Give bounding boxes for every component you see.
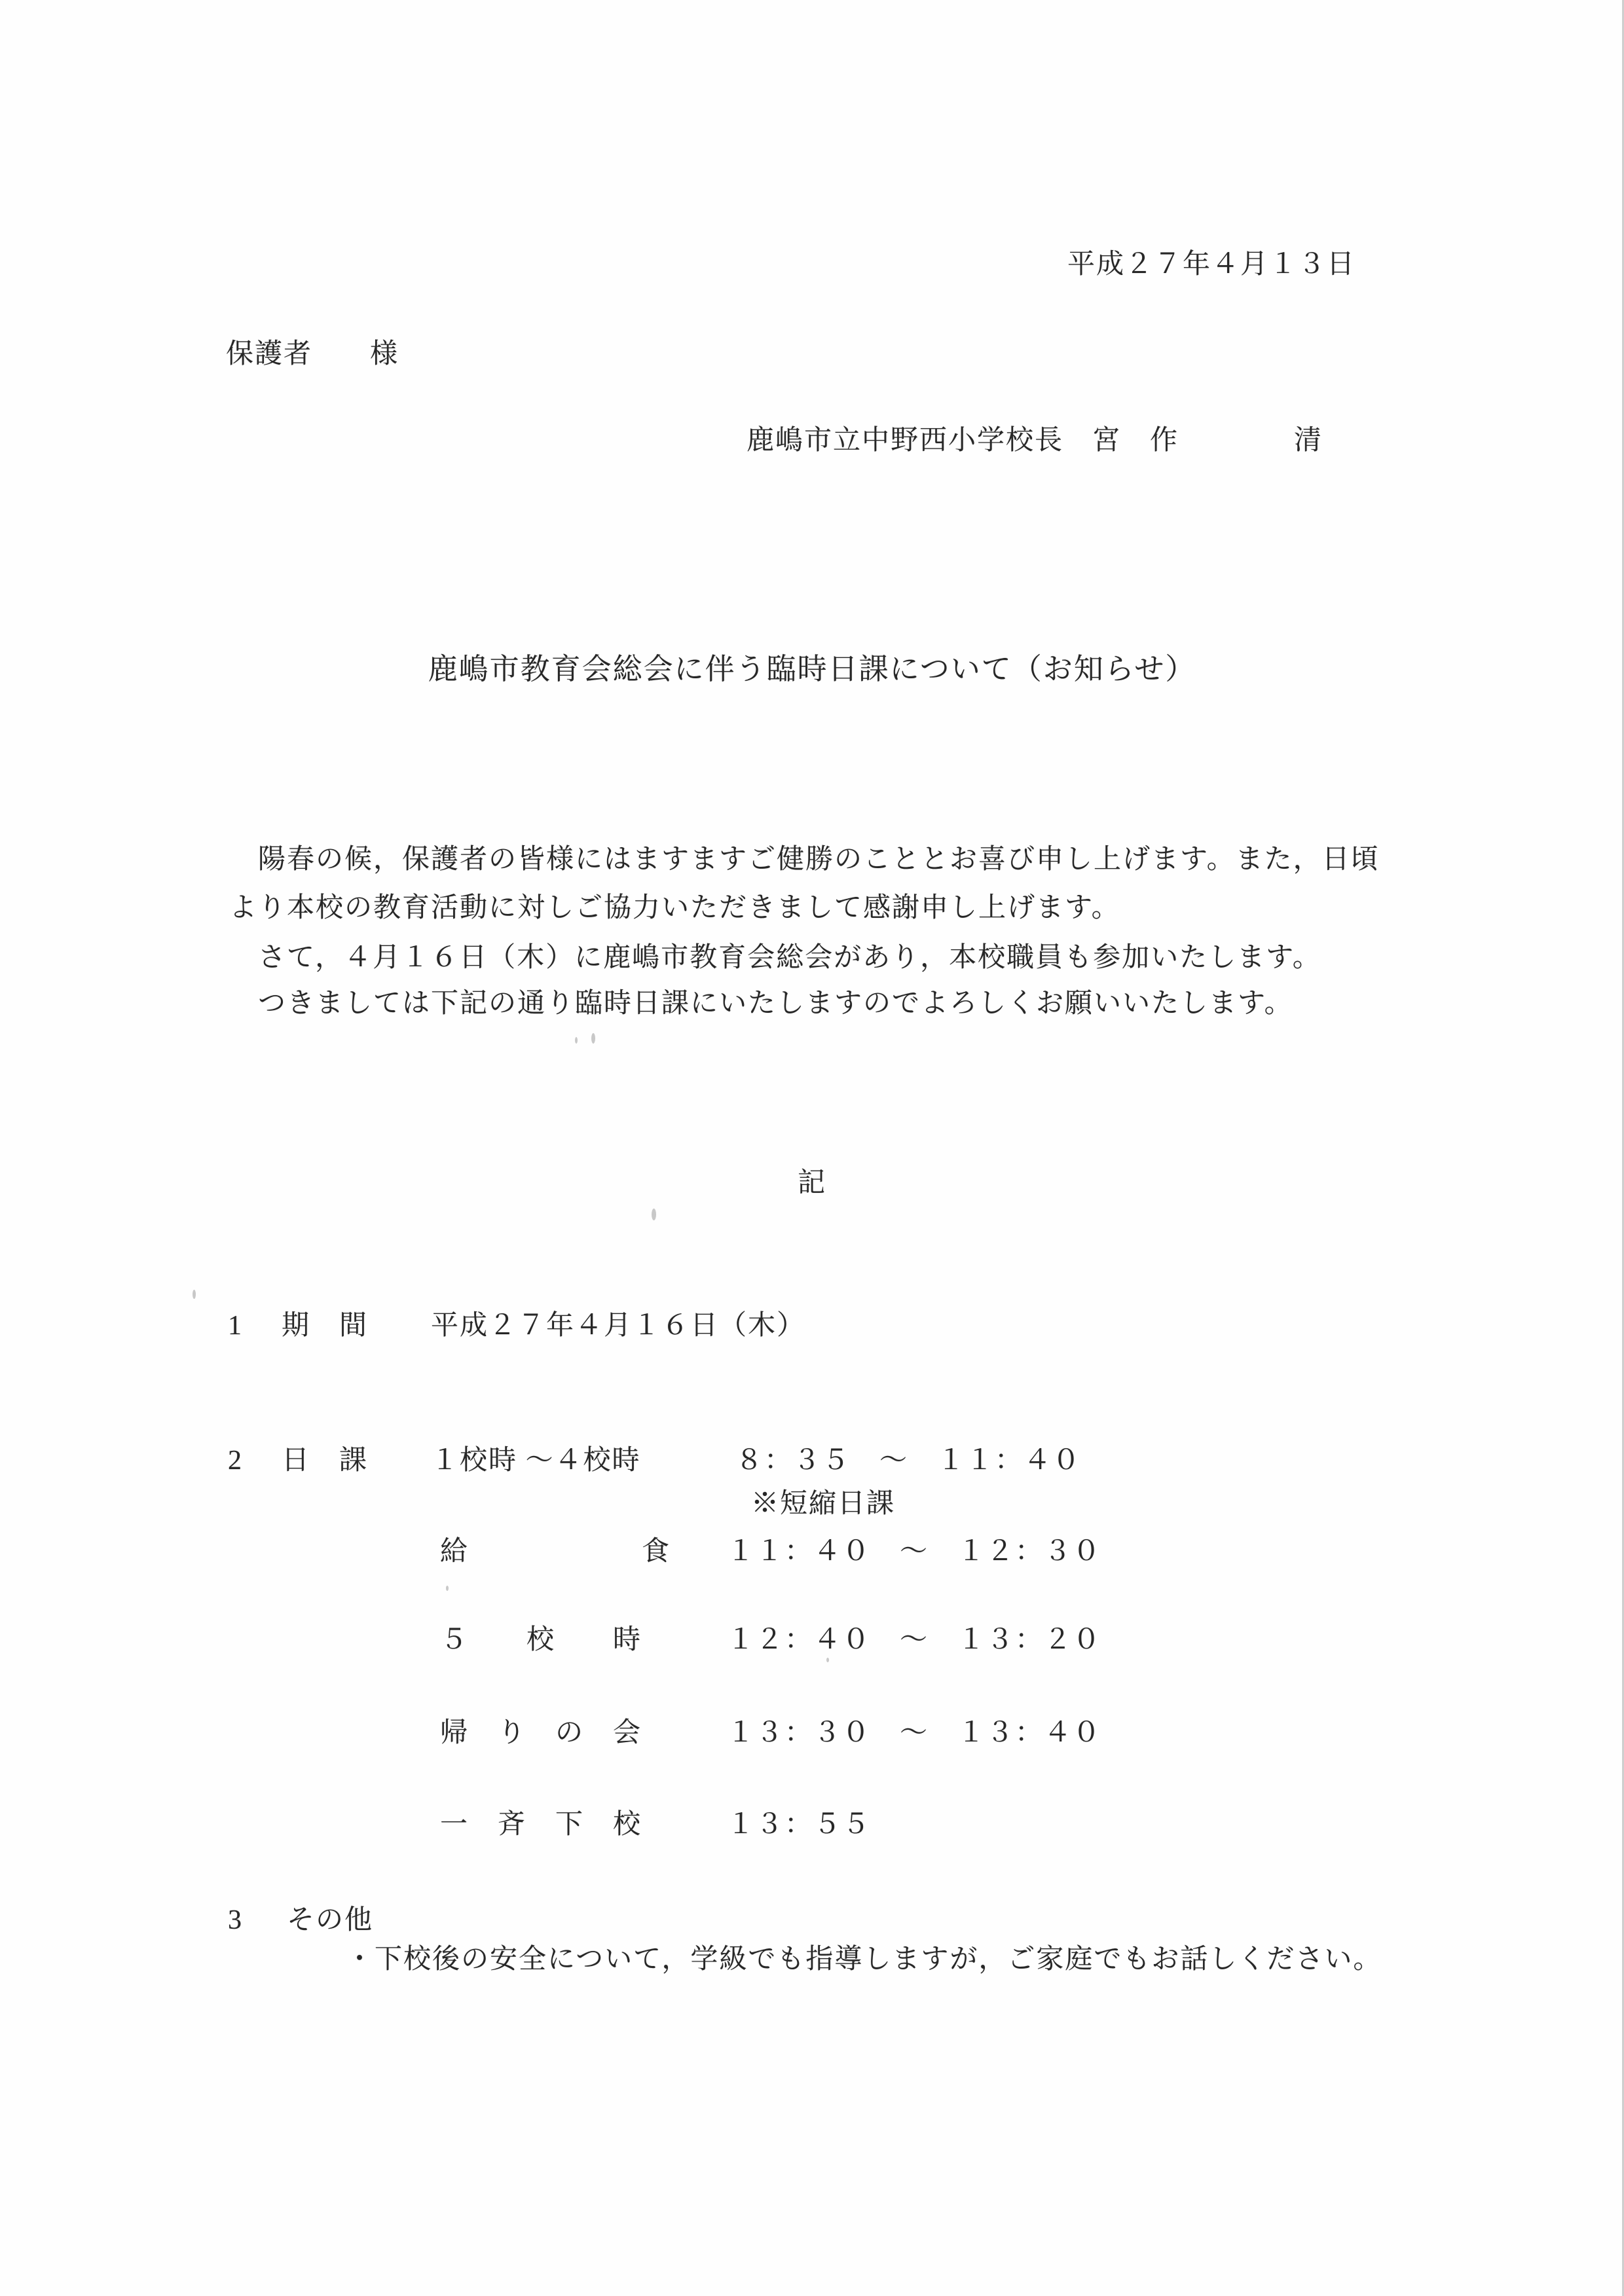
- body-line-4: つきましては下記の通り臨時日課にいたしますのでよろしくお願いいたします。: [229, 989, 1293, 1019]
- sender-line: 鹿嶋市立中野西小学校長 宮 作 清: [747, 426, 1323, 456]
- schedule-dismissal-time: １３：５５: [727, 1810, 872, 1840]
- schedule-period5-time: １２：４０ ～ １３：２０: [727, 1625, 1102, 1655]
- schedule-periods-1-4-time: ８：３５ ～ １１：４０: [735, 1446, 1082, 1476]
- section-other-label: その他: [287, 1905, 374, 1935]
- scan-speck: [575, 1037, 578, 1044]
- scan-speck: [652, 1209, 656, 1220]
- section-schedule-header-row: [0, 1447, 1624, 1477]
- schedule-period5-label: ５ 校 時: [440, 1625, 642, 1655]
- schedule-periods-1-4-label: １校時 ～４校時: [431, 1446, 641, 1476]
- scan-speck: [193, 1290, 196, 1299]
- schedule-lunch-label: 給 食: [440, 1537, 671, 1567]
- section-schedule-label: 日 課: [282, 1446, 369, 1476]
- body-line-1: 陽春の候，保護者の皆様にはますますご健勝のこととお喜び申し上げます。また，日頃: [229, 845, 1380, 875]
- scan-speck: [446, 1586, 449, 1591]
- section-period-number: 1: [228, 1311, 243, 1341]
- section-schedule-number: 2: [228, 1446, 243, 1476]
- section-period-label: 期 間: [282, 1311, 369, 1341]
- schedule-homeroom-time: １３：３０ ～ １３：４０: [727, 1718, 1102, 1748]
- issue-date: 平成２７年４月１３日: [1067, 249, 1356, 280]
- scan-speck: [591, 1033, 595, 1044]
- schedule-period5-row: [0, 1626, 1624, 1656]
- schedule-homeroom-row: [0, 1719, 1624, 1749]
- body-line-2: より本校の教育活動に対しご協力いただきまして感謝申し上げます。: [229, 893, 1120, 923]
- schedule-homeroom-label: 帰 り の 会: [440, 1718, 642, 1748]
- schedule-note-row: [0, 1490, 1624, 1520]
- section-period-value: 平成２７年４月１６日（木）: [431, 1311, 806, 1341]
- schedule-dismissal-row: [0, 1811, 1624, 1841]
- document-title: 鹿嶋市教育会総会に伴う臨時日課について（お知らせ）: [428, 653, 1196, 685]
- schedule-lunch-time: １１：４０ ～ １２：３０: [727, 1537, 1102, 1567]
- section-other-bullet: ・下校後の安全について，学級でも指導しますが，ご家庭でもお話しください。: [346, 1944, 1382, 1975]
- shortened-schedule-note: ※短縮日課: [751, 1489, 896, 1519]
- schedule-dismissal-label: 一 斉 下 校: [440, 1810, 642, 1840]
- record-marker: 記: [797, 1168, 826, 1198]
- section-other: [0, 1906, 1624, 1937]
- addressee: 保護者 様: [226, 339, 399, 369]
- section-period: [0, 1312, 1624, 1342]
- schedule-lunch-row: [0, 1538, 1624, 1568]
- section-other-number: 3: [228, 1905, 243, 1935]
- body-line-3: さて，４月１６日（木）に鹿嶋市教育会総会があり，本校職員も参加いたします。: [229, 943, 1321, 973]
- scan-speck: [826, 1658, 829, 1662]
